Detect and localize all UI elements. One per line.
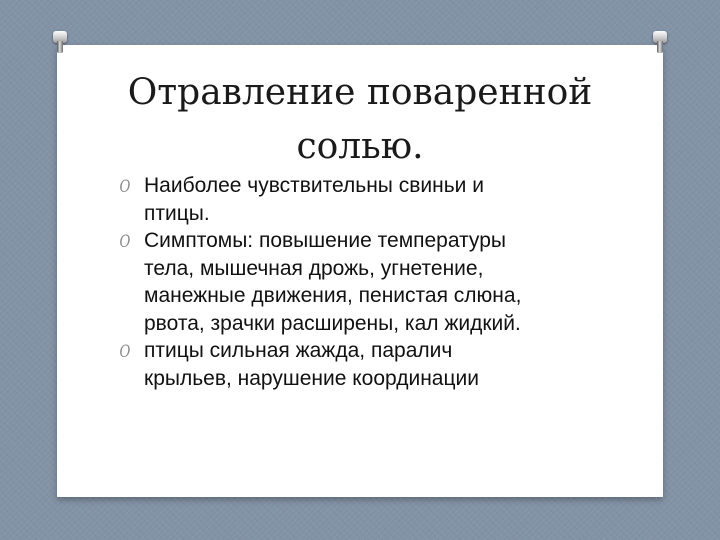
pin-icon xyxy=(653,31,667,53)
bullet-marker-icon: O xyxy=(119,232,131,252)
bullet-list xyxy=(28,172,638,392)
bullet-item xyxy=(28,172,638,227)
bullet-text: Наиболее чувствительны свиньи и птицы. xyxy=(144,174,484,225)
bullet-text: птицы сильная жажда, паралич крыльев, нарушение координации xyxy=(144,339,479,390)
pin-icon xyxy=(53,31,67,53)
slide-title: Отравление поваренной солью. xyxy=(127,72,593,167)
bullet-marker-icon: O xyxy=(119,177,131,197)
bullet-marker-icon: O xyxy=(119,342,131,362)
bullet-text: Симптомы: повышение температуры тела, мышечная дрожь, угнетение, манежные движения, пенистая слюна, рвота, зрачки расширены, кал жидкий. xyxy=(144,229,522,335)
bullet-item xyxy=(28,337,638,392)
bullet-item xyxy=(28,227,638,337)
